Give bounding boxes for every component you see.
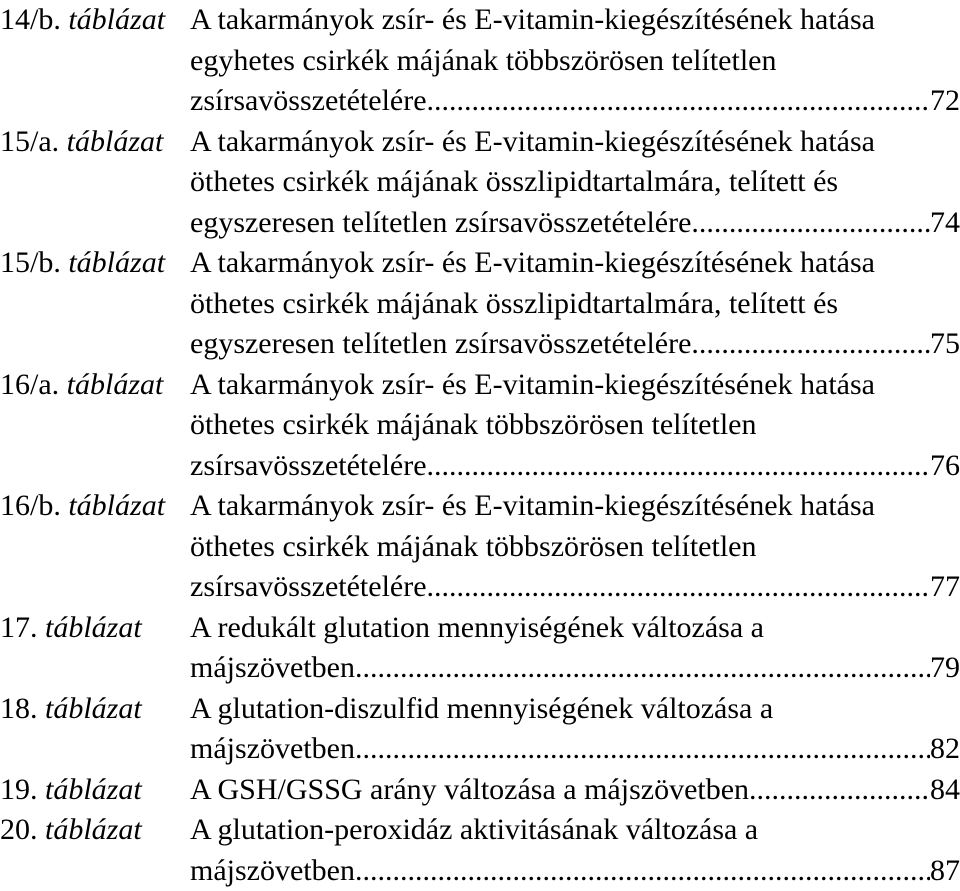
title-last-line [190, 446, 960, 487]
table-number: 20. [0, 813, 38, 846]
toc-entry[interactable] [0, 122, 960, 244]
dot-leader [427, 81, 930, 122]
title-last-text: májszövetben [190, 851, 355, 891]
table-number: 16/b. [0, 489, 61, 522]
table-number: 18. [0, 692, 38, 725]
table-label [0, 0, 190, 41]
toc-entry[interactable] [0, 770, 960, 811]
title-last-line [190, 324, 960, 365]
page-number[interactable]: 77 [930, 567, 960, 608]
title-line: öthetes csirkék májának összlipidtartalmára, telített és [190, 284, 960, 325]
dot-leader [427, 446, 930, 487]
title-line: öthetes csirkék májának összlipidtartalmára, telített és [190, 162, 960, 203]
table-word: táblázat [68, 246, 165, 279]
title-last-text: májszövetben [190, 729, 355, 770]
entry-title [190, 122, 960, 244]
table-word: táblázat [45, 813, 142, 846]
title-line: egyhetes csirkék májának többszörösen telítetlen [190, 41, 960, 82]
title-line: A takarmányok zsír- és E-vitamin-kiegészítésének hatása [190, 486, 960, 527]
toc-entry[interactable] [0, 608, 960, 689]
table-word: táblázat [45, 773, 142, 806]
table-word: táblázat [67, 125, 164, 158]
title-last-line [190, 203, 960, 244]
dot-leader [691, 203, 930, 244]
table-word: táblázat [45, 692, 142, 725]
title-last-line [190, 648, 960, 689]
toc-entry[interactable] [0, 486, 960, 608]
dot-leader [691, 324, 930, 365]
table-word: táblázat [68, 3, 165, 36]
table-number: 14/b. [0, 3, 61, 36]
entry-title [190, 770, 960, 811]
title-last-line [190, 851, 960, 891]
toc-entry[interactable] [0, 0, 960, 122]
table-number: 15/a. [0, 125, 59, 158]
title-last-text: A GSH/GSSG arány változása a májszövetben [190, 770, 749, 811]
title-last-line [190, 770, 960, 811]
page-number[interactable]: 75 [930, 324, 960, 365]
entry-title [190, 365, 960, 487]
title-line: A redukált glutation mennyiségének változása a [190, 608, 960, 649]
table-number: 19. [0, 773, 38, 806]
table-label [0, 689, 190, 730]
title-line: A takarmányok zsír- és E-vitamin-kiegészítésének hatása [190, 122, 960, 163]
table-label [0, 608, 190, 649]
table-label [0, 243, 190, 284]
title-line: A glutation-diszulfid mennyiségének változása a [190, 689, 960, 730]
entry-title [190, 243, 960, 365]
page-number[interactable]: 74 [930, 203, 960, 244]
title-line: öthetes csirkék májának többszörösen telítetlen [190, 405, 960, 446]
toc-entry[interactable] [0, 810, 960, 891]
table-label [0, 810, 190, 851]
page-number[interactable]: 72 [930, 81, 960, 122]
title-last-line [190, 567, 960, 608]
table-word: táblázat [68, 489, 165, 522]
toc-entry[interactable] [0, 243, 960, 365]
entry-title [190, 608, 960, 689]
toc-entry[interactable] [0, 689, 960, 770]
title-last-line [190, 81, 960, 122]
title-last-text: zsírsavösszetételére [190, 81, 427, 122]
entry-title [190, 689, 960, 770]
dot-leader [355, 648, 930, 689]
entry-title [190, 810, 960, 891]
entry-title [190, 0, 960, 122]
title-line: A glutation-peroxidáz aktivitásának változása a [190, 810, 960, 851]
page-number[interactable]: 82 [930, 729, 960, 770]
toc-entry[interactable] [0, 365, 960, 487]
title-last-line [190, 729, 960, 770]
table-label [0, 365, 190, 406]
title-last-text: zsírsavösszetételére [190, 446, 427, 487]
table-label [0, 486, 190, 527]
title-line: öthetes csirkék májának többszörösen telítetlen [190, 527, 960, 568]
title-last-text: egyszeresen telítetlen zsírsavösszetételére [190, 324, 691, 365]
page-number[interactable]: 87 [930, 851, 960, 891]
table-number: 15/b. [0, 246, 61, 279]
dot-leader [427, 567, 930, 608]
table-label [0, 122, 190, 163]
title-last-text: májszövetben [190, 648, 355, 689]
title-line: A takarmányok zsír- és E-vitamin-kiegészítésének hatása [190, 243, 960, 284]
table-word: táblázat [45, 611, 142, 644]
table-number: 16/a. [0, 368, 59, 401]
dot-leader [749, 770, 930, 811]
page-number[interactable]: 84 [930, 770, 960, 811]
table-label [0, 770, 190, 811]
title-last-text: zsírsavösszetételére [190, 567, 427, 608]
title-line: A takarmányok zsír- és E-vitamin-kiegészítésének hatása [190, 365, 960, 406]
page-number[interactable]: 76 [930, 446, 960, 487]
page-number[interactable]: 79 [930, 648, 960, 689]
dot-leader [355, 851, 930, 891]
dot-leader [355, 729, 930, 770]
title-line: A takarmányok zsír- és E-vitamin-kiegészítésének hatása [190, 0, 960, 41]
entry-title [190, 486, 960, 608]
title-last-text: egyszeresen telítetlen zsírsavösszetételére [190, 203, 691, 244]
table-word: táblázat [67, 368, 164, 401]
table-number: 17. [0, 611, 38, 644]
